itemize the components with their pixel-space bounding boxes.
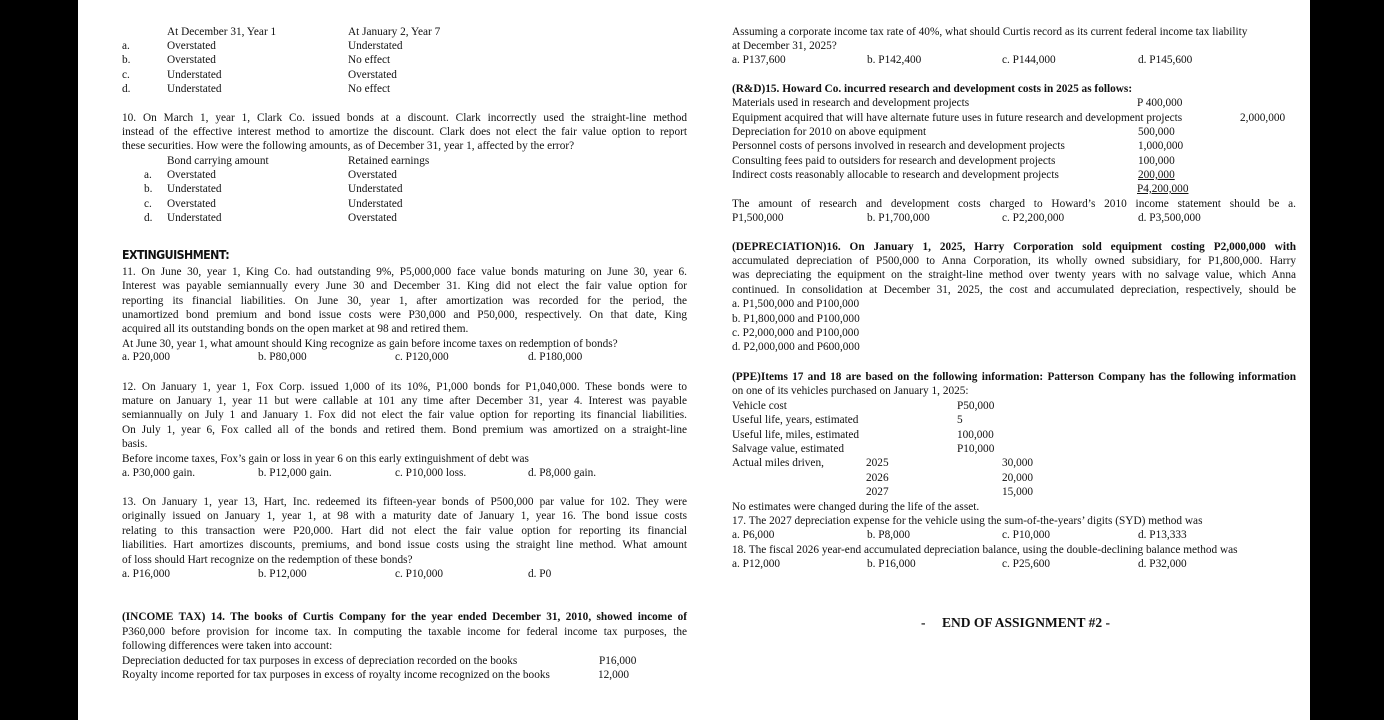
- ppe-note: No estimates were changed during the life of the asset.: [732, 501, 980, 513]
- q9-cell: Understated: [167, 69, 222, 81]
- q15-item-amount: 100,000: [1138, 155, 1175, 167]
- q14-item-label: Depreciation deducted for tax purposes in excess of depreciation recorded on the books: [122, 655, 518, 667]
- q15-total: P4,200,000: [1137, 183, 1189, 195]
- q12-line: mature on January 1, year 11 but were callable at 101 any time after December 31, year 4. Interest was payable: [122, 395, 687, 407]
- q15-title: [732, 82, 1132, 97]
- q13-choice-b: b. P12,000: [258, 568, 307, 580]
- q13-line: originally issued on January 1, year 1, at 98 with a maturity date of January 1, year 16. The bond issue costs: [122, 510, 687, 522]
- q9-col2-header: At January 2, Year 7: [348, 26, 441, 38]
- q12-line: 12. On January 1, year 1, Fox Corp. issued 1,000 of its 10%, P1,000 bonds for P1,040,000. These bonds were to: [122, 381, 687, 393]
- q14-choice-a: a. P137,600: [732, 54, 786, 66]
- q10-line: instead of the effective interest method to amortize the discount. Clark does not elect the fair value option to report: [122, 126, 687, 138]
- q16-line-text: (DEPRECIATION)16. On January 1, 2025, Harry Corporation sold equipment costing P2,000,000 with: [732, 241, 1296, 253]
- q12-choice-c: c. P10,000 loss.: [395, 467, 467, 479]
- q14-line: following differences were taken into account:: [122, 640, 333, 652]
- q10-cell: Overstated: [167, 169, 216, 181]
- q13-line: liabilities. Hart amortizes discounts, premiums, and bond issue costs using the straight line method. What amount: [122, 539, 687, 551]
- q17-choice-b: b. P8,000: [867, 529, 910, 541]
- ppe-miles-value: 15,000: [1002, 486, 1034, 498]
- q15-item-amount: P 400,000: [1137, 97, 1183, 109]
- q10-col1-header: Bond carrying amount: [167, 155, 269, 167]
- q11-choice-a: a. P20,000: [122, 351, 171, 363]
- q11-line: 11. On June 30, year 1, King Co. had outstanding 9%, P5,000,000 face value bonds maturing on June 30, year 6.: [122, 266, 687, 278]
- q12-line: semiannually on July 1 and January 1. Fox did not elect the fair value option for reporting its financial liabilities.: [122, 409, 687, 421]
- q14-line: P360,000 before provision for income tax. In computing the taxable income for federal income tax purposes, the: [122, 626, 687, 638]
- document-page: [78, 0, 1310, 720]
- q10-col2-header: Retained earnings: [348, 155, 430, 167]
- q17-choice-a: a. P6,000: [732, 529, 775, 541]
- q15-item-amount: 1,000,000: [1138, 140, 1184, 152]
- q13-line: relating to this transaction were P20,000. Hart did not elect the fair value option for reporting its financial: [122, 525, 687, 537]
- q9-cell: Understated: [167, 83, 222, 95]
- q10-letter: b.: [144, 183, 153, 195]
- q11-line: Interest was payable semiannually every June 30 and December 31. King did not elect the fair value option for: [122, 280, 687, 292]
- q13-line: of loss should Hart recognize on the redemption of these bonds?: [122, 554, 413, 566]
- q11-line: unamortized bond premium and bond issue costs were P30,000 and P50,000, respectively. On that date, King: [122, 309, 687, 321]
- q15-item-label: Equipment acquired that will have alternate future uses in future research and development projects: [732, 112, 1183, 124]
- q17-question: 17. The 2027 depreciation expense for the vehicle using the sum-of-the-years’ digits (SYD) method was: [732, 515, 1203, 527]
- q15-item-label: Materials used in research and development projects: [732, 97, 970, 109]
- ppe-intro-line: on one of its vehicles purchased on January 1, 2025:: [732, 385, 969, 397]
- q12-choice-d: d. P8,000 gain.: [528, 467, 597, 479]
- q10-cell: Overstated: [167, 198, 216, 210]
- q16-line: [732, 240, 1296, 255]
- end-dash: -: [921, 615, 926, 630]
- ppe-fact-value: P10,000: [957, 443, 995, 455]
- q9-col1-header: At December 31, Year 1: [167, 26, 277, 38]
- ppe-fact-label: Salvage value, estimated: [732, 443, 844, 455]
- q14-choice-b: b. P142,400: [867, 54, 922, 66]
- q15-choice-a: P1,500,000: [732, 212, 784, 224]
- q16-line: was depreciating the equipment on the straight-line method over twenty years with no salvage value, which Anna: [732, 269, 1296, 281]
- q9-letter: c.: [122, 69, 130, 81]
- q9-cell: No effect: [348, 83, 391, 95]
- ppe-intro-text: (PPE)Items 17 and 18 are based on the following information: Patterson Company has the following information: [732, 371, 1296, 383]
- ppe-fact-label: Useful life, miles, estimated: [732, 429, 860, 441]
- ppe-miles-year: 2027: [866, 486, 889, 498]
- q15-item-label: Personnel costs of persons involved in research and development projects: [732, 140, 1065, 152]
- q13-choice-d: d. P0: [528, 568, 552, 580]
- q16-choice-b: b. P1,800,000 and P100,000: [732, 313, 860, 325]
- q10-line: these securities. How were the following amounts, as of December 31, year 1, affected by the error?: [122, 140, 575, 152]
- q10-letter: a.: [144, 169, 152, 181]
- q15-item-label: Depreciation for 2010 on above equipment: [732, 126, 927, 138]
- q10-cell: Understated: [167, 183, 222, 195]
- ppe-intro-line: [732, 370, 1296, 385]
- q15-item-amount: 200,000: [1138, 169, 1175, 181]
- q14-line-text: (INCOME TAX) 14. The books of Curtis Company for the year ended December 31, 2010, showed income of: [122, 611, 687, 623]
- q18-choice-a: a. P12,000: [732, 558, 781, 570]
- q10-letter: d.: [144, 212, 153, 224]
- q9-letter: a.: [122, 40, 130, 52]
- q9-cell: Overstated: [348, 69, 397, 81]
- q16-line: accumulated depreciation of P500,000 to Anna Corporation, its wholly owned subsidiary, for P1,800,000. Harry: [732, 255, 1296, 267]
- q14-cont-line: Assuming a corporate income tax rate of 40%, what should Curtis record as its current federal income tax liability: [732, 26, 1248, 38]
- q13-choice-c: c. P10,000: [395, 568, 444, 580]
- q10-cell: Understated: [167, 212, 222, 224]
- section-heading-extinguishment: EXTINGUISHMENT:: [122, 248, 230, 262]
- q12-question: Before income taxes, Fox’s gain or loss in year 6 on this early extinguishment of debt was: [122, 453, 529, 465]
- q11-question: At June 30, year 1, what amount should King recognize as gain before income taxes on redemption of bonds?: [122, 338, 618, 350]
- q11-line: reporting its financial liabilities. On June 30, year 1, after amortization was recorded for the period, the: [122, 295, 687, 307]
- q9-cell: No effect: [348, 54, 391, 66]
- q10-line: 10. On March 1, year 1, Clark Co. issued bonds at a discount. Clark incorrectly used the straight-line method: [122, 112, 687, 124]
- q10-cell: Understated: [348, 198, 403, 210]
- ppe-miles-label: Actual miles driven,: [732, 457, 824, 469]
- q14-choice-d: d. P145,600: [1138, 54, 1193, 66]
- q11-choice-c: c. P120,000: [395, 351, 449, 363]
- q16-choice-a: a. P1,500,000 and P100,000: [732, 298, 860, 310]
- q14-line: [122, 610, 687, 625]
- q16-choice-d: d. P2,000,000 and P600,000: [732, 341, 860, 353]
- q15-choice-b: b. P1,700,000: [867, 212, 930, 224]
- q15-item-amount: 500,000: [1138, 126, 1175, 138]
- q14-cont-line: at December 31, 2025?: [732, 40, 837, 52]
- q10-cell: Overstated: [348, 212, 397, 224]
- q18-choice-c: c. P25,600: [1002, 558, 1051, 570]
- q13-choice-a: a. P16,000: [122, 568, 171, 580]
- q12-line: On July 1, year 6, Fox called all of the bonds and retired them. Bond premium was amortized on a straight-line: [122, 424, 687, 436]
- q10-cell: Understated: [348, 183, 403, 195]
- ppe-fact-value: 5: [957, 414, 963, 426]
- q9-letter: d.: [122, 83, 131, 95]
- q14-item-label: Royalty income reported for tax purposes in excess of royalty income recognized on the books: [122, 669, 550, 681]
- q15-item-label: Indirect costs reasonably allocable to research and development projects: [732, 169, 1059, 181]
- q12-choice-a: a. P30,000 gain.: [122, 467, 196, 479]
- q14-choice-c: c. P144,000: [1002, 54, 1056, 66]
- q15-item-label: Consulting fees paid to outsiders for research and development projects: [732, 155, 1056, 167]
- q17-choice-d: d. P13,333: [1138, 529, 1187, 541]
- q10-cell: Overstated: [348, 169, 397, 181]
- q9-cell: Overstated: [167, 40, 216, 52]
- q18-question: 18. The fiscal 2026 year-end accumulated depreciation balance, using the double-declining balance method was: [732, 544, 1238, 556]
- q15-choice-c: c. P2,200,000: [1002, 212, 1065, 224]
- ppe-miles-year: 2025: [866, 457, 889, 469]
- q15-title-text: (R&D)15. Howard Co. incurred research and development costs in 2025 as follows:: [732, 83, 1133, 95]
- ppe-miles-year: 2026: [866, 472, 889, 484]
- q10-letter: c.: [144, 198, 152, 210]
- q11-line: acquired all its outstanding bonds on the open market at 98 and retired them.: [122, 323, 469, 335]
- q15-item-amount: 2,000,000: [1240, 112, 1286, 124]
- q12-line: basis.: [122, 438, 148, 450]
- ppe-fact-value: P50,000: [957, 400, 995, 412]
- q12-choice-b: b. P12,000 gain.: [258, 467, 332, 479]
- q17-choice-c: c. P10,000: [1002, 529, 1051, 541]
- q16-line: continued. In consolidation at December 31, 2025, the cost and accumulated depreciation, respectively, should be: [732, 284, 1296, 296]
- q11-choice-d: d. P180,000: [528, 351, 583, 363]
- q9-cell: Understated: [348, 40, 403, 52]
- q11-choice-b: b. P80,000: [258, 351, 307, 363]
- ppe-miles-value: 30,000: [1002, 457, 1034, 469]
- q16-choice-c: c. P2,000,000 and P100,000: [732, 327, 860, 339]
- ppe-fact-label: Vehicle cost: [732, 400, 787, 412]
- end-of-assignment: END OF ASSIGNMENT #2 -: [942, 615, 1111, 630]
- q18-choice-d: d. P32,000: [1138, 558, 1187, 570]
- q9-cell: Overstated: [167, 54, 216, 66]
- q15-question: The amount of research and development costs charged to Howard’s 2010 income statement should be a.: [732, 198, 1296, 210]
- q13-line: 13. On January 1, year 13, Hart, Inc. redeemed its fifteen-year bonds of P500,000 par value for 102. They were: [122, 496, 687, 508]
- q9-letter: b.: [122, 54, 131, 66]
- q14-item-amount: 12,000: [598, 669, 630, 681]
- ppe-fact-label: Useful life, years, estimated: [732, 414, 859, 426]
- q14-item-amount: P16,000: [599, 655, 637, 667]
- ppe-miles-value: 20,000: [1002, 472, 1034, 484]
- ppe-fact-value: 100,000: [957, 429, 994, 441]
- q15-choice-d: d. P3,500,000: [1138, 212, 1201, 224]
- q18-choice-b: b. P16,000: [867, 558, 916, 570]
